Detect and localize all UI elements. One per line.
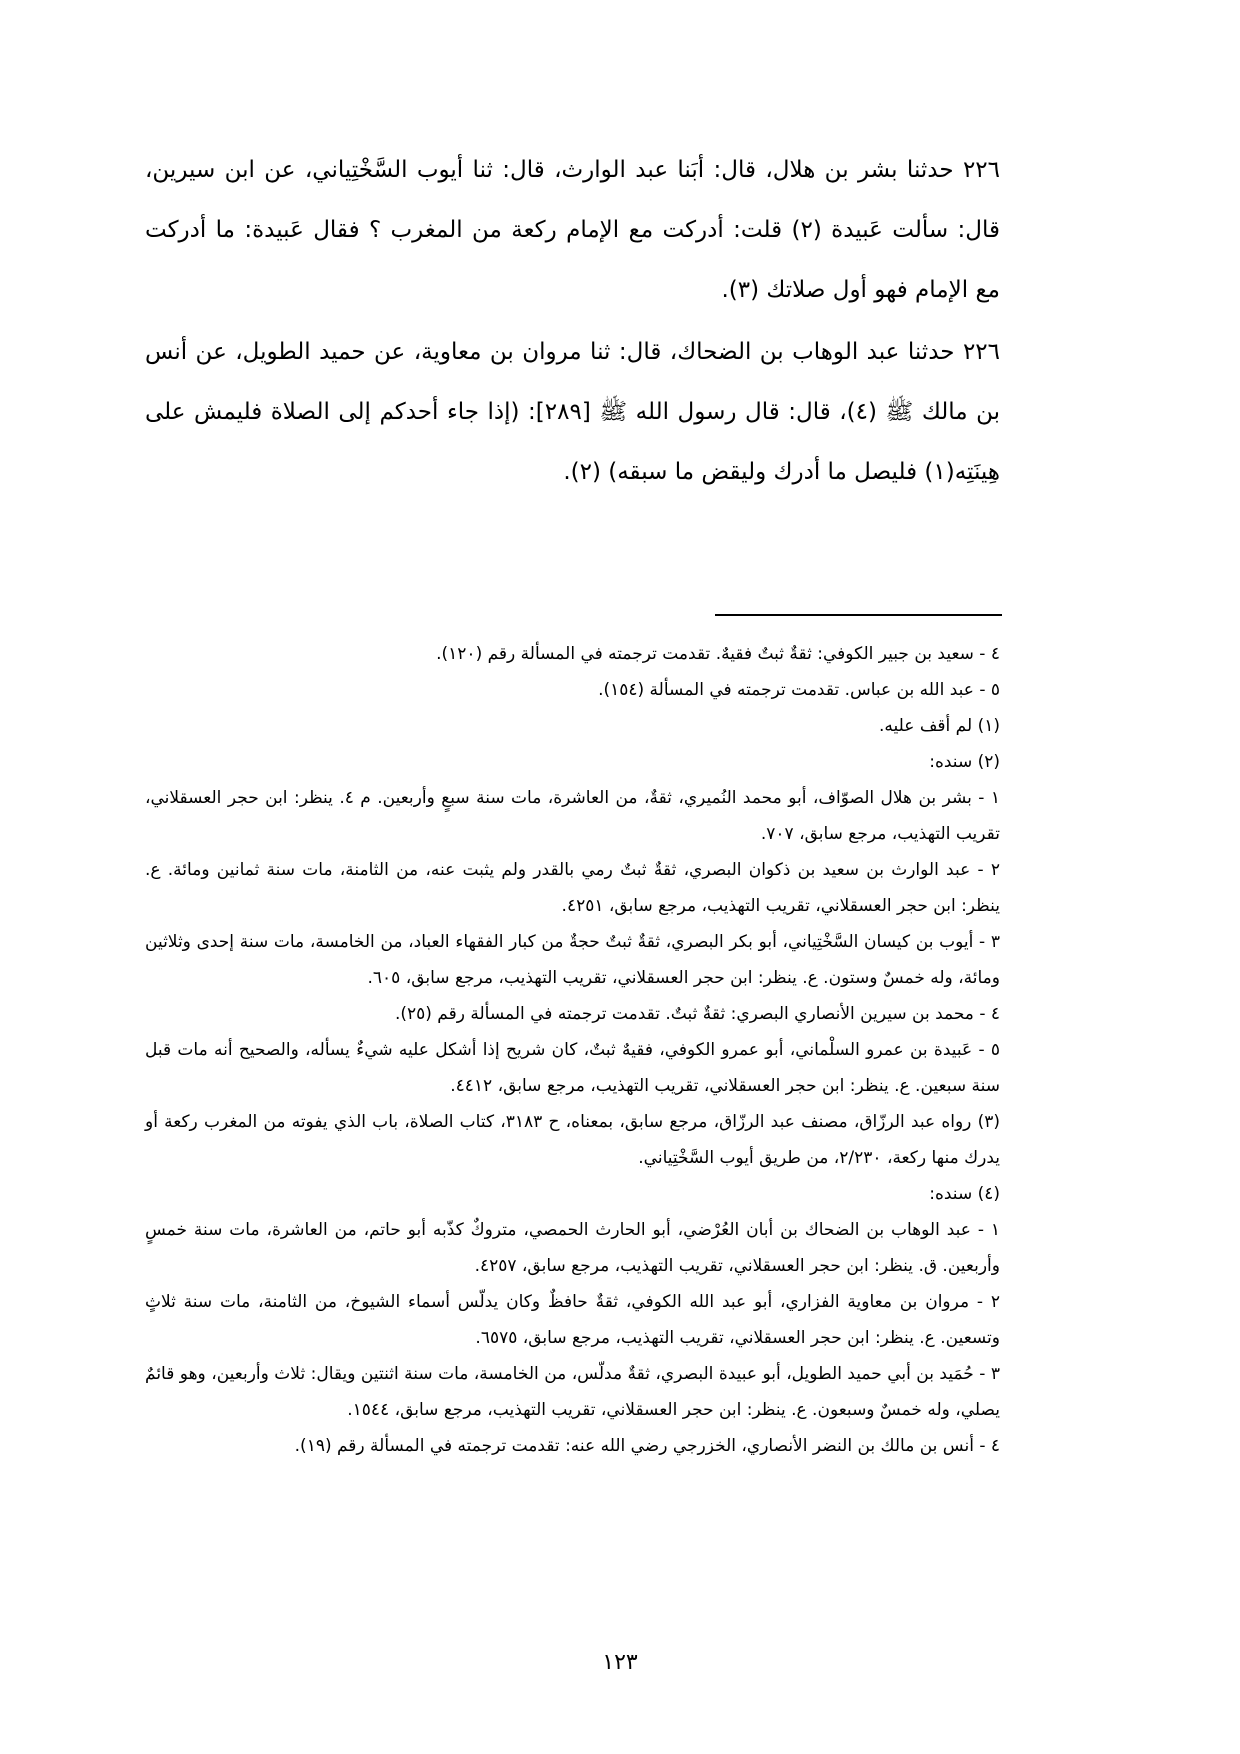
footnote: (٤) سنده: <box>929 1184 1000 1204</box>
footnote: ٢ - مروان بن معاوية الفزاري، أبو عبد الله الكوفي، ثقةٌ حافظٌ وكان يدلّس أسماء الشيوخ، من الثامنة، مات سنة ثلاثٍ وتسعين. ع. ينظر: ابن حجر العسقلاني، تقريب التهذيب، مرجع سابق، ٦٥٧٥. <box>145 1292 1000 1348</box>
footnote: ٤ - محمد بن سيرين الأنصاري البصري: ثقةٌ ثبتٌ. تقدمت ترجمته في المسألة رقم (٢٥). <box>394 1004 1000 1024</box>
footnote: ١ - عبد الوهاب بن الضحاك بن أبان العُرْضي، أبو الحارث الحمصي، متروكٌ كذّبه أبو حاتم، من العاشرة، مات سنة خمسٍ وأربعين. ق. ينظر: ابن حجر العسقلاني، تقريب التهذيب، مرجع سابق، ٤٢٥٧. <box>145 1220 1000 1276</box>
main-text <box>145 140 1000 504</box>
footnote: (١) لم أقف عليه. <box>879 716 1000 736</box>
main-paragraph-226-b: ٢٢٦ حدثنا عبد الوهاب بن الضحاك، قال: ثنا مروان بن معاوية، عن حميد الطويل، عن أنس بن مالك ﷺ (٤)، قال: قال رسول الله ﷺ [٢٨٩]: (إذا جاء أحدكم إلى الصلاة فليمش على هِينَتِه(١) فليصل ما أدرك وليقض ما سبقه) (٢). <box>145 339 1000 485</box>
footnote: (٣) رواه عبد الرزّاق، مصنف عبد الرزّاق، مرجع سابق، بمعناه، ح ٣١٨٣، كتاب الصلاة، باب الذي يفوته من المغرب ركعة أو يدرك منها ركعة، ٢/٢٣٠، من طريق أيوب السَّخْتِياني. <box>145 1112 1000 1168</box>
footnote: (٢) سنده: <box>929 752 1000 772</box>
main-paragraph-226-a: ٢٢٦ حدثنا بشر بن هلال، قال: أبَنا عبد الوارث، قال: ثنا أيوب السَّخْتِياني، عن ابن سيرين، قال: سألت عَبيدة (٢) قلت: أدركت مع الإمام ركعة من المغرب ؟ فقال عَبيدة: ما أدركت مع الإمام فهو أول صلاتك (٣). <box>145 157 1001 303</box>
footnote: ٤ - أنس بن مالك بن النضر الأنصاري، الخزرجي رضي الله عنه: تقدمت ترجمته في المسألة رقم (١٩). <box>294 1436 1000 1456</box>
footnotes <box>145 636 1000 1464</box>
footnote-separator <box>715 614 1002 616</box>
footnote: ٥ - عَبيدة بن عمرو السلْماني، أبو عمرو الكوفي، فقيهٌ ثبتٌ، كان شريح إذا أشكل عليه شيءٌ يسأله، والصحيح أنه مات قبل سنة سبعين. ع. ينظر: ابن حجر العسقلاني، تقريب التهذيب، مرجع سابق، ٤٤١٢. <box>145 1040 1000 1096</box>
footnote: ٢ - عبد الوارث بن سعيد بن ذكوان البصري، ثقةٌ ثبتٌ رمي بالقدر ولم يثبت عنه، من الثامنة، مات سنة ثمانين ومائة. ع. ينظر: ابن حجر العسقلاني، تقريب التهذيب، مرجع سابق، ٤٢٥١. <box>145 860 1000 916</box>
page-number: ١٢٣ <box>602 1650 638 1675</box>
footnote: ١ - بشر بن هلال الصوّاف، أبو محمد النُميري، ثقةٌ، من العاشرة، مات سنة سبعٍ وأربعين. م ٤. ينظر: ابن حجر العسقلاني، تقريب التهذيب، مرجع سابق، ٧٠٧. <box>145 788 1000 844</box>
footnote: ٣ - حُمَيد بن أبي حميد الطويل، أبو عبيدة البصري، ثقةٌ مدلّس، من الخامسة، مات سنة اثنتين ويقال: ثلاث وأربعين، وهو قائمٌ يصلي، وله خمسٌ وسبعون. ع. ينظر: ابن حجر العسقلاني، تقريب التهذيب، مرجع سابق، ١٥٤٤. <box>145 1364 1000 1420</box>
footnote: ٤ - سعيد بن جبير الكوفي: ثقةٌ ثبتٌ فقيهٌ. تقدمت ترجمته في المسألة رقم (١٢٠). <box>436 644 1000 664</box>
footnote: ٥ - عبد الله بن عباس. تقدمت ترجمته في المسألة (١٥٤). <box>598 680 1000 700</box>
footnote: ٣ - أيوب بن كيسان السَّخْتِياني، أبو بكر البصري، ثقةٌ ثبتٌ حجةٌ من كبار الفقهاء العباد، من الخامسة، مات سنة إحدى وثلاثين ومائة، وله خمسٌ وستون. ع. ينظر: ابن حجر العسقلاني، تقريب التهذيب، مرجع سابق، ٦٠٥. <box>145 932 1000 988</box>
